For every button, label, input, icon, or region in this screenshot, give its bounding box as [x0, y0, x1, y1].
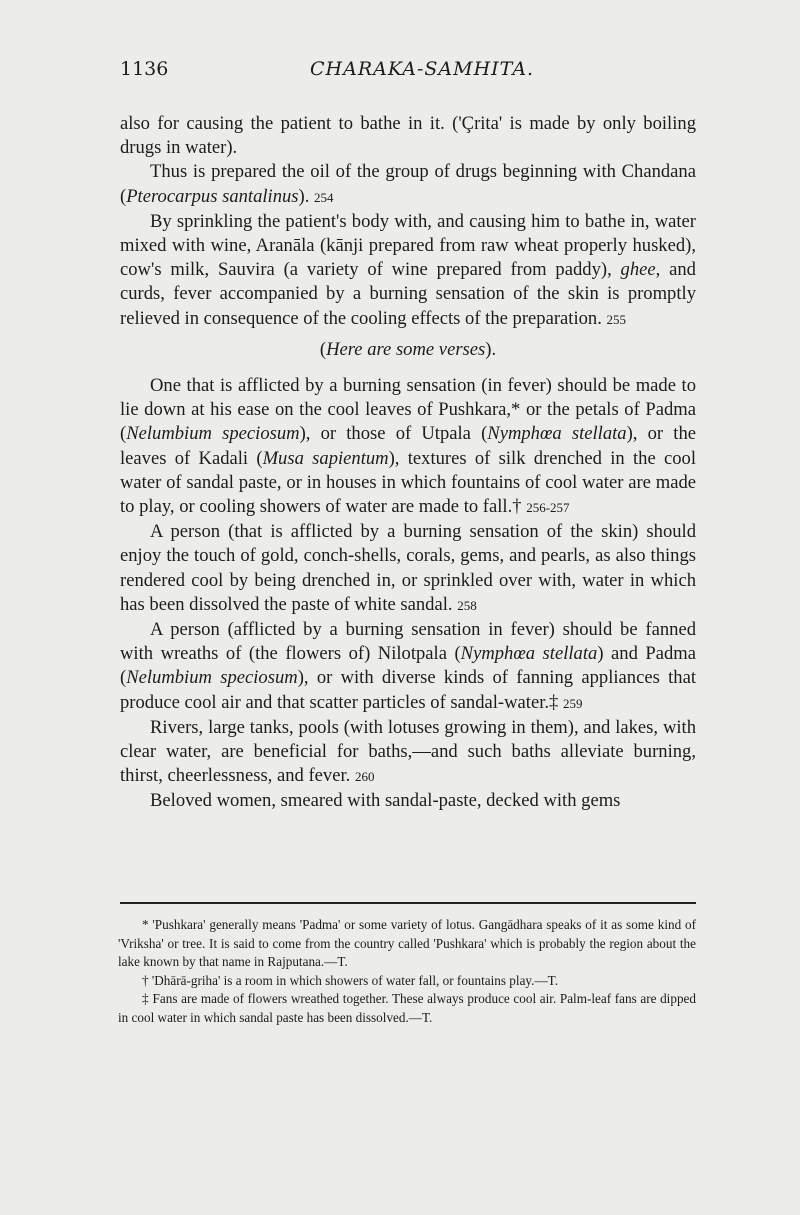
- text-run: One that is afflicted by a burning sensation (in fever) should be made to lie down at his ease on the cool leaves of Pushkara,* or the petals of Padma (: [120, 375, 696, 445]
- text-run: ), or with diverse kinds of fanning appliances that produce cool air and that scatter particles of sandal-water.‡: [120, 667, 696, 713]
- text-run: Rivers, large tanks, pools (with lotuses growing in them), and lakes, with clear water, are beneficial for baths,—and such baths alleviate burning, thirst, cheerlessness, and fever.: [120, 716, 696, 787]
- footnote: * 'Pushkara' generally means 'Padma' or some variety of lotus. Gangādhara speaks of it as some kind of 'Vriksha' or tree. It is said to come from the country called 'Pushkara' which is probably the region about the lake known by that name in Rajputana.—T.: [118, 917, 696, 970]
- paragraph: [120, 789, 696, 813]
- paragraph: [120, 374, 696, 520]
- italic-term: Nymphœa stellata: [460, 643, 598, 665]
- italic-term: Musa sapientum: [262, 447, 389, 469]
- paragraph: [120, 520, 696, 618]
- verse-heading: [120, 338, 696, 362]
- italic-term: Here are some verses: [326, 338, 486, 360]
- text-run: ), or the leaves of Kadali (: [120, 423, 697, 469]
- verse-number: 255: [606, 311, 627, 327]
- paragraph: [120, 210, 696, 332]
- verse-number: 259: [562, 695, 583, 711]
- text-run: ), or those of Utpala (: [299, 423, 488, 445]
- italic-term: Pterocarpus santalinus: [126, 185, 299, 207]
- italic-term: Nelumbium speciosum: [126, 667, 298, 689]
- page-number: 1136: [120, 58, 169, 80]
- italic-term: Nymphœa stellata: [487, 423, 627, 445]
- text-run: ) and Padma (: [120, 643, 696, 689]
- text-run: ).: [485, 338, 497, 360]
- verse-number: 260: [354, 769, 375, 785]
- page-header: [120, 58, 695, 88]
- text-run: ), textures of silk drenched in the cool water of sandal paste, or in houses in which fountains of cool water are made to play, or cooling showers of water are made to fall.†: [120, 447, 696, 518]
- paragraph: [120, 160, 696, 209]
- paragraph: [120, 716, 696, 790]
- italic-term: ghee: [620, 259, 656, 281]
- verse-number: 254: [314, 189, 334, 205]
- footnote: ‡ Fans are made of flowers wreathed together. These always produce cool air. Palm-leaf fans are dipped in cool water in which sandal paste has been dissolved.—T.: [118, 991, 696, 1025]
- verse-number: 258: [457, 597, 477, 613]
- footnote: † 'Dhārā-griha' is a room in which showers of water fall, or fountains play.—T.: [142, 972, 559, 988]
- text-run: , and curds, fever accompanied by a burning sensation of the skin is promptly relieved in consequence of the cooling effects of the preparation.: [120, 259, 696, 329]
- body-text: [120, 112, 696, 814]
- text-run: A person (that is afflicted by a burning sensation of the skin) should enjoy the touch of gold, conch-shells, corals, gems, and pearls, as also things rendered cool by being drenched in, or sprinkled over with, water in which has been dissolved the paste of white sandal.: [120, 521, 696, 615]
- text-run: Beloved women, smeared with sandal-paste, decked with gems: [150, 790, 621, 812]
- text-run: also for causing the patient to bathe in it. ('Çrita' is made by only boiling drugs in water).: [120, 113, 696, 159]
- text-run: By sprinkling the patient's body with, and causing him to bathe in, water mixed with wine, Aranāla (kānji prepared from raw wheat properly husked), cow's milk, Sauvira (a variety of wine prepared from paddy),: [120, 210, 696, 281]
- footnotes: [118, 916, 696, 1028]
- verse-number: 256-257: [526, 500, 570, 516]
- text-run: (: [319, 338, 327, 360]
- running-title: CHARAKA-SAMHITA.: [310, 58, 535, 80]
- text-run: ).: [298, 185, 315, 207]
- footnote-divider: [120, 902, 696, 904]
- italic-term: Nelumbium speciosum: [126, 423, 300, 445]
- paragraph: [120, 618, 696, 716]
- text-run: Thus is prepared the oil of the group of drugs beginning with Chandana (: [120, 161, 696, 207]
- paragraph: [120, 112, 696, 160]
- text-run: A person (afflicted by a burning sensation in fever) should be fanned with wreaths of (the flowers of) Nilotpala (: [120, 619, 696, 665]
